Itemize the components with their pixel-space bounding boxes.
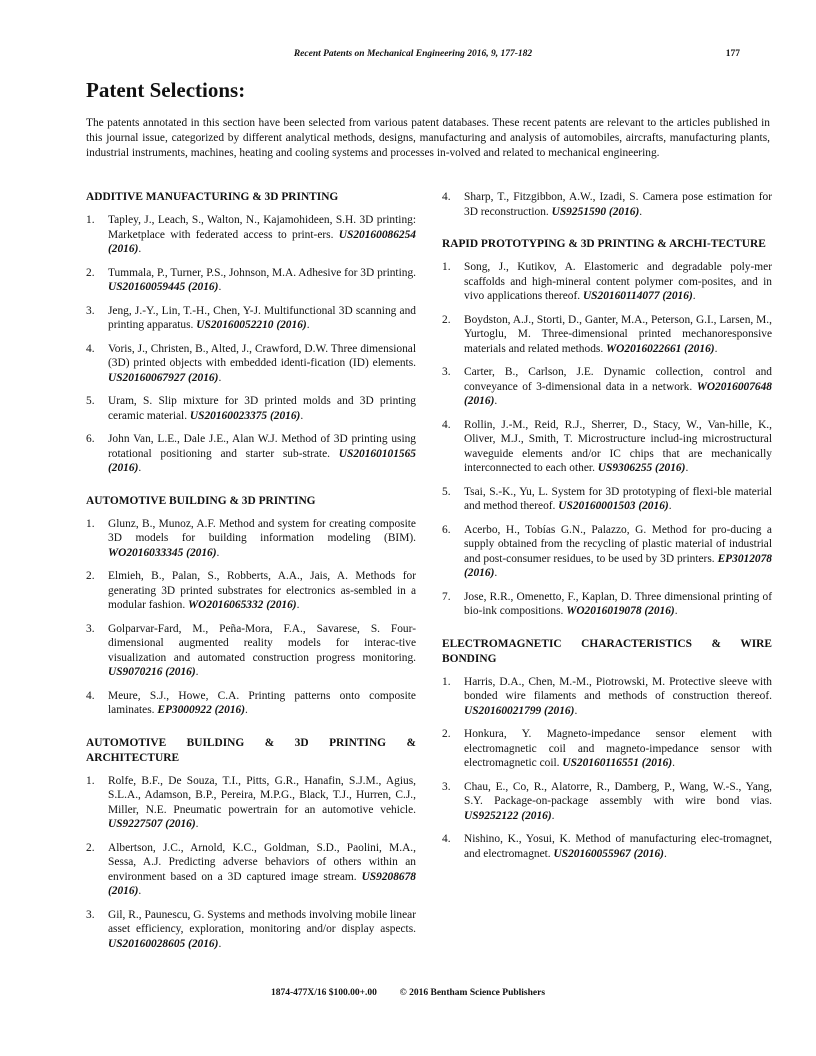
entry-text: Elmieh, B., Palan, S., Robberts, A.A., Jais, A. Methods for generating 3D printed substrates for electronics as-sembled in a modular fashion. WO2016065332 (2016).: [108, 570, 416, 611]
patent-number: WO2016033345 (2016): [108, 546, 217, 559]
section-heading: AUTOMOTIVE BUILDING & 3D PRINTING: [86, 494, 316, 507]
entry-number: 6.: [86, 433, 95, 445]
entry-text: Chau, E., Co, R., Alatorre, R., Damberg, P., Wang, W.-S., Yang, S.Y. Package-on-package assembly with wire bond vias. US9252122 (2016).: [464, 780, 772, 822]
entry-text: Tummala, P., Turner, P.S., Johnson, M.A. Adhesive for 3D printing. US20160059445 (2016).: [108, 266, 416, 293]
entry-text: Honkura, Y. Magneto-impedance sensor element with electromagnetic coil and magneto-impedance sensor with electromagnetic coil. US20160116551 (2016).: [464, 728, 772, 769]
patent-section: [86, 736, 416, 952]
intro-paragraph: The patents annotated in this section have been selected from various patent databases. These recent patents are relevant to the articles published in this journal issue, categorized by different analytical methods, designs, manufacturing and analysis of automobiles, aircrafts, manufacturing plants, industrial instruments, machines, heating and cooling systems and processes in-volved and related to mechanical engineering.: [86, 117, 770, 160]
patent-section: [86, 494, 416, 718]
entry-number: 2.: [86, 841, 95, 854]
entry-number: 1.: [86, 214, 95, 226]
entry-text: Boydston, A.J., Storti, D., Ganter, M.A., Peterson, G.I., Larsen, M., Yurtoglu, M. Three-dimensional printed mechanoresponsive materials and related methods. WO2016022661 (2016).: [464, 313, 772, 355]
patent-number: US20160001503 (2016): [558, 500, 669, 512]
journal-citation: Recent Patents on Mechanical Engineering 2016, 9, 177-182: [293, 49, 533, 59]
patent-entry: [86, 304, 416, 333]
entry-number: 4.: [442, 418, 451, 431]
entry-number: 4.: [86, 342, 95, 355]
patent-section: [442, 190, 772, 219]
entry-text: Harris, D.A., Chen, M.-M., Piotrowski, M. Protective sleeve with bonded wire filaments and methods of construction thereof. US20160021799 (2016).: [464, 675, 772, 717]
entry-number: 5.: [86, 395, 95, 407]
page-title: Patent Selections:: [86, 78, 246, 102]
entry-number: 6.: [442, 523, 451, 536]
entry-text: Song, J., Kutikov, A. Elastomeric and degradable poly-mer scaffolds and high-mineral content polymer com-posites, and in vivo applications thereof. US20160114077 (2016).: [464, 261, 772, 302]
patent-entry: [442, 365, 772, 409]
left-column: [86, 190, 416, 969]
entry-text: Jeng, J.-Y., Lin, T.-H., Chen, Y-J. Multifunctional 3D scanning and printing apparatus. US20160052210 (2016).: [108, 304, 416, 331]
patent-number: US20160052210 (2016): [196, 319, 307, 331]
patent-entry: [442, 727, 772, 771]
patent-entry: [86, 689, 416, 718]
entry-text: Jose, R.R., Omenetto, F., Kaplan, D. Three dimensional printing of bio-ink compositions. WO2016019078 (2016).: [464, 590, 772, 617]
patent-list: [86, 517, 416, 718]
patent-entry: [86, 394, 416, 423]
section-heading: ADDITIVE MANUFACTURING & 3D PRINTING: [86, 191, 339, 203]
patent-number: US20160028605 (2016): [108, 937, 219, 950]
patent-entry: [442, 780, 772, 824]
entry-number: 3.: [86, 622, 95, 635]
patent-entry: [442, 190, 772, 219]
patent-entry: [86, 432, 416, 476]
patent-number: WO2016007648 (2016): [464, 380, 772, 407]
section-heading: AUTOMOTIVE BUILDING & 3D PRINTING & ARCHITECTURE: [86, 736, 416, 764]
patent-list: [442, 675, 772, 862]
entry-number: 2.: [442, 728, 451, 740]
entry-text: Voris, J., Christen, B., Alted, J., Crawford, D.W. Three dimensional (3D) printed objects with embedded identi-fication (ID) elements. US20160067927 (2016).: [108, 342, 416, 384]
section-heading: RAPID PROTOTYPING & 3D PRINTING & ARCHI-TECTURE: [442, 238, 766, 250]
entry-number: 1.: [442, 261, 451, 273]
patent-number: US9208678 (2016): [108, 870, 416, 897]
patent-number: EP3012078 (2016): [464, 552, 772, 579]
patent-section: [442, 237, 772, 619]
entry-number: 3.: [86, 304, 95, 317]
entry-number: 1.: [86, 517, 95, 530]
entry-text: Rolfe, B.F., De Souza, T.I., Pitts, G.R., Hanafin, S.J.M., Agius, S.L.A., Adamson, B.P., Pereira, M.P.G., Black, T.J., Hurren, C.J., Miller, N.E. Pneumatic powertrain for an automotive vehicle. US9227507 (2016).: [108, 774, 416, 830]
patent-entry: [86, 213, 416, 257]
patent-entry: [86, 841, 416, 899]
patent-number: US20160116551 (2016): [562, 757, 673, 769]
entry-text: John Van, L.E., Dale J.E., Alan W.J. Method of 3D printing using rotational positioning and starter sub-strate. US20160101565 (2016).: [108, 433, 416, 474]
section-heading: ELECTROMAGNETIC CHARACTERISTICS & WIRE BONDING: [442, 637, 772, 665]
entry-number: 3.: [442, 366, 451, 378]
entry-number: 7.: [442, 590, 451, 603]
patent-section: [442, 637, 772, 862]
entry-text: Tapley, J., Leach, S., Walton, N., Kajamohideen, S.H. 3D printing: Marketplace with federated access to print-ers. US20160086254 (2016).: [108, 214, 416, 255]
patent-entry: [442, 485, 772, 514]
entry-number: 1.: [86, 774, 95, 787]
entry-text: Nishino, K., Yosui, K. Method of manufacturing elec-tromagnet, and electromagnet. US20160055967 (2016).: [464, 833, 772, 860]
issn-price: 1874-477X/16 $100.00+.00: [270, 988, 377, 998]
patent-list: [442, 190, 772, 219]
patent-number: EP3000922 (2016): [157, 704, 245, 716]
patent-entry: [86, 569, 416, 613]
patent-number: US20160101565 (2016): [108, 447, 416, 474]
patent-entry: [86, 774, 416, 832]
patent-number: US20160021799 (2016): [464, 704, 575, 717]
patent-entry: [442, 418, 772, 476]
patent-entry: [442, 260, 772, 304]
patent-number: US9251590 (2016): [551, 205, 640, 218]
patent-entry: [86, 342, 416, 386]
entry-number: 1.: [442, 675, 451, 688]
patent-entry: [442, 832, 772, 861]
patent-number: WO2016019078 (2016): [566, 605, 675, 617]
running-header: [86, 49, 740, 63]
patent-number: US9306255 (2016): [597, 462, 686, 474]
entry-text: Golparvar-Fard, M., Peña-Mora, F.A., Savarese, S. Four-dimensional augmented reality models for interac-tive visualization and automated construction progress monitoring. US9070216 (2016).: [108, 622, 416, 678]
entry-text: Albertson, J.C., Arnold, K.C., Goldman, S.D., Paolini, M.A., Sessa, A.J. Predicting adverse behaviors of others within an environment based on a 3D captured image stream. US9208678 (2016).: [108, 841, 416, 897]
patent-number: WO2016022661 (2016): [606, 342, 715, 355]
entry-number: 5.: [442, 485, 451, 498]
patent-number: WO2016065332 (2016): [188, 599, 297, 611]
entry-text: Meure, S.J., Howe, C.A. Printing patterns onto composite laminates. EP3000922 (2016).: [108, 689, 416, 716]
patent-number: US9070216 (2016): [108, 666, 196, 678]
copyright: © 2016 Bentham Science Publishers: [399, 988, 546, 998]
entry-text: Rollin, J.-M., Reid, R.J., Sherrer, D., Stacy, W., Van-hille, K., Oliver, M.J., Smith, T. Microstructure includ-ing microstructural waveguide elements and/or IC chips that are mechanically interconnected to each other. US9306255 (2016).: [464, 418, 772, 474]
entry-number: 3.: [442, 780, 451, 793]
patent-entry: [442, 523, 772, 581]
entry-number: 2.: [86, 266, 95, 279]
entry-number: 4.: [442, 833, 451, 845]
patent-number: US20160067927 (2016): [108, 371, 219, 384]
patent-number: US20160055967 (2016): [553, 847, 664, 860]
page-number: 177: [725, 49, 740, 59]
entry-number: 2.: [86, 570, 95, 582]
patent-list: [86, 774, 416, 952]
patent-section: [86, 190, 416, 476]
entry-text: Carter, B., Carlson, J.E. Dynamic collection, control and conveyance of 3-dimensional data in a network. WO2016007648 (2016).: [464, 366, 772, 407]
patent-entry: [86, 622, 416, 680]
patent-entry: [86, 266, 416, 295]
entry-text: Uram, S. Slip mixture for 3D printed molds and 3D printing ceramic material. US20160023375 (2016).: [108, 395, 416, 422]
entry-text: Acerbo, H., Tobías G.N., Palazzo, G. Method for pro-ducing a supply obtained from the recycling of plastic material of industrial and post-consumer residues, to be used by 3D printers. EP3012078 (2016).: [464, 523, 772, 579]
patent-number: US20160023375 (2016): [189, 409, 301, 422]
patent-list: [442, 260, 772, 619]
entry-number: 4.: [442, 191, 451, 203]
patent-list: [86, 213, 416, 476]
entry-number: 4.: [86, 689, 95, 702]
patent-number: US9252122 (2016): [464, 809, 552, 822]
entry-text: Gil, R., Paunescu, G. Systems and methods involving mobile linear asset efficiency, exploration, monitoring and/or display aspects. US20160028605 (2016).: [108, 908, 416, 950]
patent-number: US20160114077 (2016): [582, 290, 693, 302]
right-column: [442, 190, 772, 879]
patent-entry: [86, 517, 416, 561]
entry-text: Tsai, S.-K., Yu, L. System for 3D prototyping of flexi-ble material and method thereof. US20160001503 (2016).: [464, 485, 772, 512]
patent-number: US20160086254 (2016): [108, 228, 416, 255]
entry-text: Glunz, B., Munoz, A.F. Method and system for creating composite 3D models for building information modeling (BIM). WO2016033345 (2016).: [108, 517, 416, 559]
patent-entry: [442, 590, 772, 619]
entry-number: 3.: [86, 908, 95, 921]
entry-number: 2.: [442, 313, 451, 326]
patent-entry: [442, 313, 772, 357]
page-footer: [0, 988, 816, 998]
patent-number: US20160059445 (2016): [108, 281, 219, 293]
entry-text: Sharp, T., Fitzgibbon, A.W., Izadi, S. Camera pose estimation for 3D reconstruction. US9251590 (2016).: [464, 191, 772, 218]
patent-number: US9227507 (2016): [108, 818, 196, 830]
patent-entry: [442, 675, 772, 719]
patent-entry: [86, 908, 416, 952]
